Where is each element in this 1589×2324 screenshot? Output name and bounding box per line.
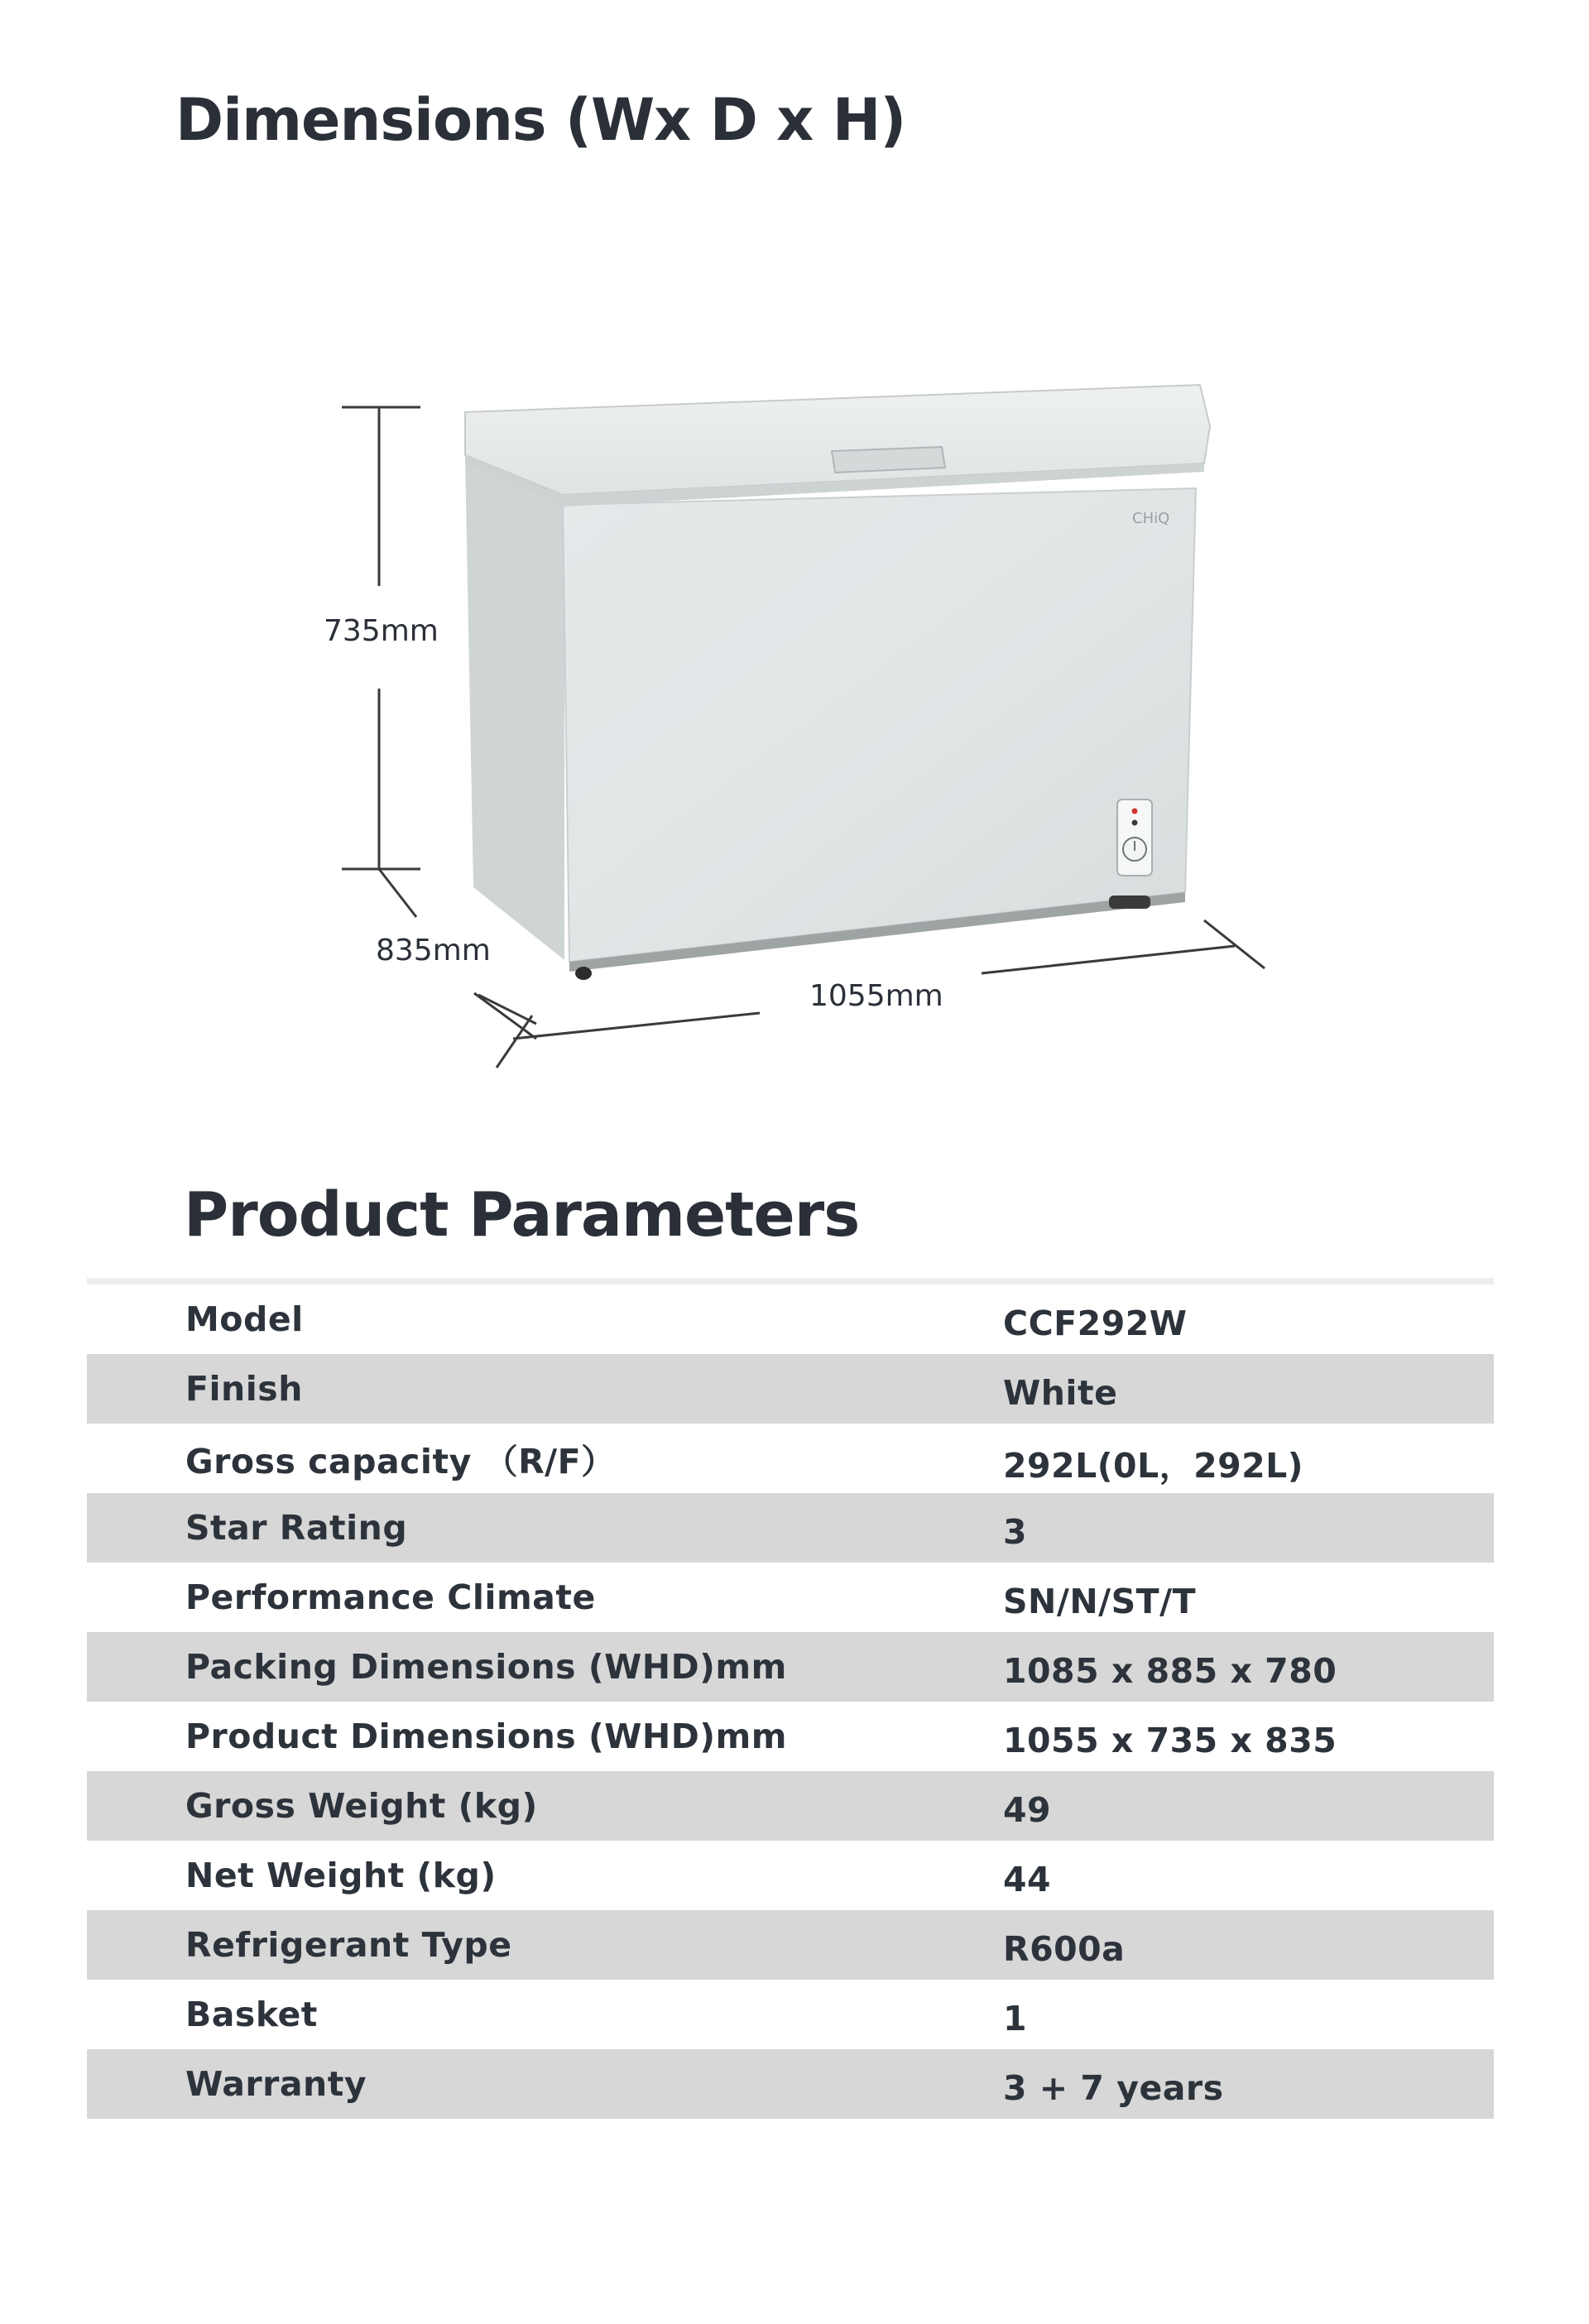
param-value: White bbox=[1003, 1354, 1494, 1424]
param-value: 3 bbox=[1003, 1493, 1494, 1563]
chest-freezer-image bbox=[465, 385, 1210, 980]
param-label: Product Dimensions (WHD)mm bbox=[185, 1717, 787, 1756]
lid-handle bbox=[832, 447, 945, 473]
param-label: Model bbox=[185, 1299, 304, 1339]
parameters-title: Product Parameters bbox=[184, 1179, 860, 1251]
depth-dimension-label: 835mm bbox=[376, 934, 491, 968]
param-value: 3 + 7 years bbox=[1003, 2049, 1494, 2119]
brand-mark: CHiQ bbox=[1132, 510, 1170, 527]
param-value: 1 bbox=[1003, 1999, 1028, 2038]
table-row bbox=[87, 1354, 1494, 1424]
param-value: 44 bbox=[1003, 1860, 1052, 1899]
param-label: Refrigerant Type bbox=[87, 1910, 1003, 1980]
spec-table bbox=[87, 1284, 1494, 2119]
table-row bbox=[87, 1563, 1494, 1632]
table-row bbox=[87, 1910, 1494, 1980]
param-label: Gross capacity （R/F） bbox=[185, 1441, 616, 1481]
param-value: CCF292W bbox=[1003, 1304, 1188, 1343]
dimensions-title: Dimensions (Wx D x H) bbox=[175, 86, 906, 154]
height-dimension-label: 735mm bbox=[324, 614, 439, 648]
param-label: Performance Climate bbox=[185, 1577, 596, 1617]
table-row bbox=[87, 1841, 1494, 1910]
width-dimension-label: 1055mm bbox=[809, 979, 943, 1013]
freezer-dimension-diagram bbox=[0, 0, 1589, 1092]
table-row bbox=[87, 2049, 1494, 2119]
param-label: Finish bbox=[87, 1354, 1003, 1424]
table-row bbox=[87, 1424, 1494, 1493]
param-label: Basket bbox=[185, 1995, 318, 2034]
param-value: 292L(0L，292L) bbox=[1003, 1445, 1304, 1486]
param-value: 1055 x 735 x 835 bbox=[1003, 1721, 1337, 1760]
rear-foot bbox=[1109, 896, 1150, 909]
table-row bbox=[87, 1284, 1494, 1354]
table-row bbox=[87, 1771, 1494, 1841]
table-row bbox=[87, 1493, 1494, 1563]
table-top-rule bbox=[87, 1278, 1494, 1284]
param-label: Gross Weight (kg) bbox=[87, 1771, 1003, 1841]
param-label: Warranty bbox=[87, 2049, 1003, 2119]
param-label: Star Rating bbox=[87, 1493, 1003, 1563]
param-value: 49 bbox=[1003, 1771, 1494, 1841]
param-label: Packing Dimensions (WHD)mm bbox=[87, 1632, 1003, 1702]
thermostat-panel bbox=[1117, 799, 1152, 876]
param-value: R600a bbox=[1003, 1910, 1494, 1980]
caster-wheel bbox=[575, 967, 592, 980]
table-row bbox=[87, 1632, 1494, 1702]
table-row bbox=[87, 1980, 1494, 2049]
param-value: 1085 x 885 x 780 bbox=[1003, 1632, 1494, 1702]
param-value: SN/N/ST/T bbox=[1003, 1582, 1197, 1621]
table-row bbox=[87, 1702, 1494, 1771]
param-label: Net Weight (kg) bbox=[185, 1856, 497, 1895]
